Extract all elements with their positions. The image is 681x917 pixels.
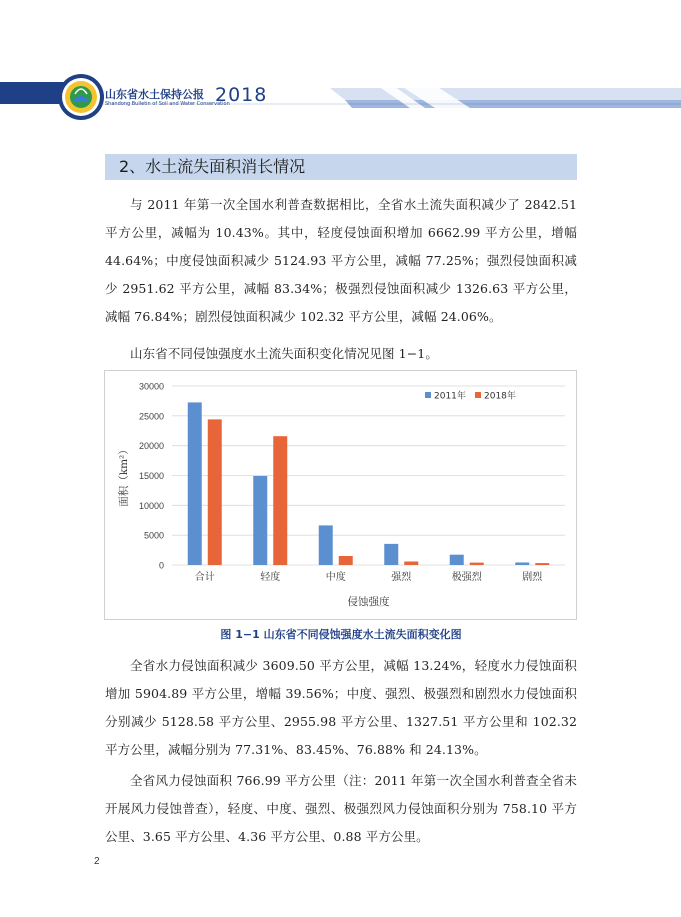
bar-2011-1 xyxy=(253,476,267,565)
x-tick-label: 剧烈 xyxy=(522,572,543,583)
bar-2018-5 xyxy=(535,563,549,565)
x-tick-label: 轻度 xyxy=(260,572,281,583)
publication-title-cn: 山东省水土保持公报 xyxy=(105,88,204,101)
legend-swatch xyxy=(425,392,431,398)
section-title: 2、水土流失面积消长情况 xyxy=(105,154,577,180)
x-tick-label: 强烈 xyxy=(391,572,412,583)
paragraph-area-change: 与 2011 年第一次全国水利普查数据相比，全省水土流失面积减少了 2842.51 平方公里，减幅为 10.43%。其中，轻度侵蚀面积增加 6662.99 平方公里，增幅 44.64%；中度侵蚀面积减少 5124.93 平方公里，减幅 77.25%；强烈侵蚀面积减少 2951.62 平方公里，减幅 83.34%；极强烈侵蚀面积减少 1326.63 平方公里，减幅 76.84%；剧烈侵蚀面积减少 102.32 平方公里，减幅 24.06%。 xyxy=(105,197,577,324)
bar-2018-4 xyxy=(470,563,484,565)
y-tick-label: 25000 xyxy=(138,411,164,422)
paragraph-water-erosion: 全省水力侵蚀面积减少 3609.50 平方公里，减幅 13.24%，轻度水力侵蚀面积增加 5904.89 平方公里，增幅 39.56%；中度、强烈、极强烈和剧烈水力侵蚀面积分别减少 5128.58 平方公里、2955.98 平方公里、1327.51 平方公里和 102.32 平方公里，减幅分别为 77.31%、83.45%、76.88% 和 24.13%。 xyxy=(105,658,577,757)
paragraph-figure-ref: 山东省不同侵蚀强度水土流失面积变化情况见图 1−1。 xyxy=(130,346,438,361)
bar-2011-0 xyxy=(188,402,202,565)
page-number: 2 xyxy=(94,856,100,867)
paragraph-wind-erosion: 全省风力侵蚀面积 766.99 平方公里（注：2011 年第一次全国水利普查全省未开展风力侵蚀普查），轻度、中度、强烈、极强烈风力侵蚀面积分别为 758.10 平方公里、3.65 平方公里、4.36 平方公里、0.88 平方公里。 xyxy=(105,773,577,844)
x-axis-label: 侵蚀强度 xyxy=(347,596,390,608)
bar-2011-3 xyxy=(384,544,398,565)
bar-2011-2 xyxy=(319,525,333,565)
header-banner xyxy=(0,0,681,130)
bar-2018-3 xyxy=(404,561,418,565)
bar-2011-5 xyxy=(515,562,529,565)
y-tick-label: 30000 xyxy=(138,381,164,392)
publication-year: 2018 xyxy=(215,84,268,106)
legend-label: 2018年 xyxy=(484,391,516,402)
legend-label: 2011年 xyxy=(434,391,466,402)
publication-title-en: Shandong Bulletin of Soil and Water Conservation xyxy=(105,101,230,107)
x-tick-label: 中度 xyxy=(325,572,346,583)
y-tick-label: 15000 xyxy=(138,471,164,481)
y-tick-label: 20000 xyxy=(138,441,164,452)
y-tick-label: 5000 xyxy=(143,530,164,541)
bar-2018-2 xyxy=(339,556,353,565)
y-tick-label: 0 xyxy=(158,560,164,571)
x-tick-label: 极强烈 xyxy=(451,572,482,583)
chart-canvas xyxy=(105,371,578,621)
bar-2018-0 xyxy=(208,419,222,565)
figure-caption: 图 1−1 山东省不同侵蚀强度水土流失面积变化图 xyxy=(220,628,462,641)
y-axis-label: 面积（km²） xyxy=(118,444,130,507)
bulletin-logo-icon xyxy=(56,72,106,122)
legend-swatch xyxy=(475,392,481,398)
bar-2018-1 xyxy=(273,436,287,565)
erosion-area-chart xyxy=(104,370,577,620)
y-tick-label: 10000 xyxy=(138,500,164,511)
bar-2011-4 xyxy=(450,555,464,565)
x-tick-label: 合计 xyxy=(194,572,215,583)
